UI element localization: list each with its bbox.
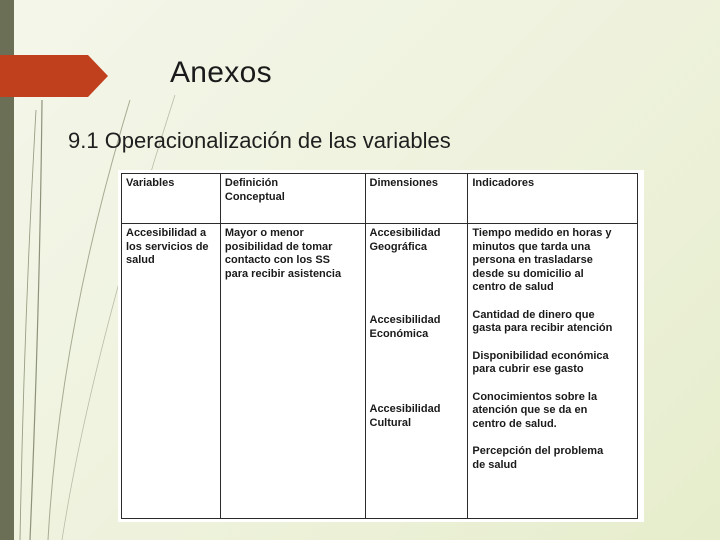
table-row [122,224,638,519]
indicator-conocimientos: Conocimientos sobre la atención que se da en centro de salud. [472,390,598,430]
slide-subtitle: 9.1 Operacionalización de las variables [68,128,451,153]
definition-cell: Mayor o menor posibilidad de tomar contacto con los SS para recibir asistencia [220,224,365,519]
indicator-cantidad-dinero: Cantidad de dinero que gasta para recibir atención [472,308,613,334]
indicator-percepcion: Percepción del problema de salud [472,445,604,471]
table-header-row [122,174,638,224]
variable-cell: Accesibilidad a los servicios de salud [122,224,221,519]
title-accent-tab [0,55,108,97]
header-variables: Variables [122,174,221,224]
indicator-tiempo: Tiempo medido en horas y minutos que tarda una persona en trasladarse desde su domicilio al centro de salud [472,227,612,293]
header-indicadores: Indicadores [468,174,638,224]
table-image [118,170,644,522]
operationalization-table [121,173,638,519]
indicators-cell [468,224,638,519]
header-dimensiones: Dimensiones [365,174,468,224]
dimensions-cell [365,224,468,519]
dimension-economica: Accesibilidad Económica [369,314,441,340]
header-definicion: Definición Conceptual [220,174,365,224]
indicator-disponibilidad: Disponibilidad económica para cubrir ese gasto [472,349,609,375]
slide-title: Anexos [170,56,272,89]
dimension-cultural: Accesibilidad Cultural [369,403,441,429]
dimension-geografica: Accesibilidad Geográfica [369,227,441,253]
